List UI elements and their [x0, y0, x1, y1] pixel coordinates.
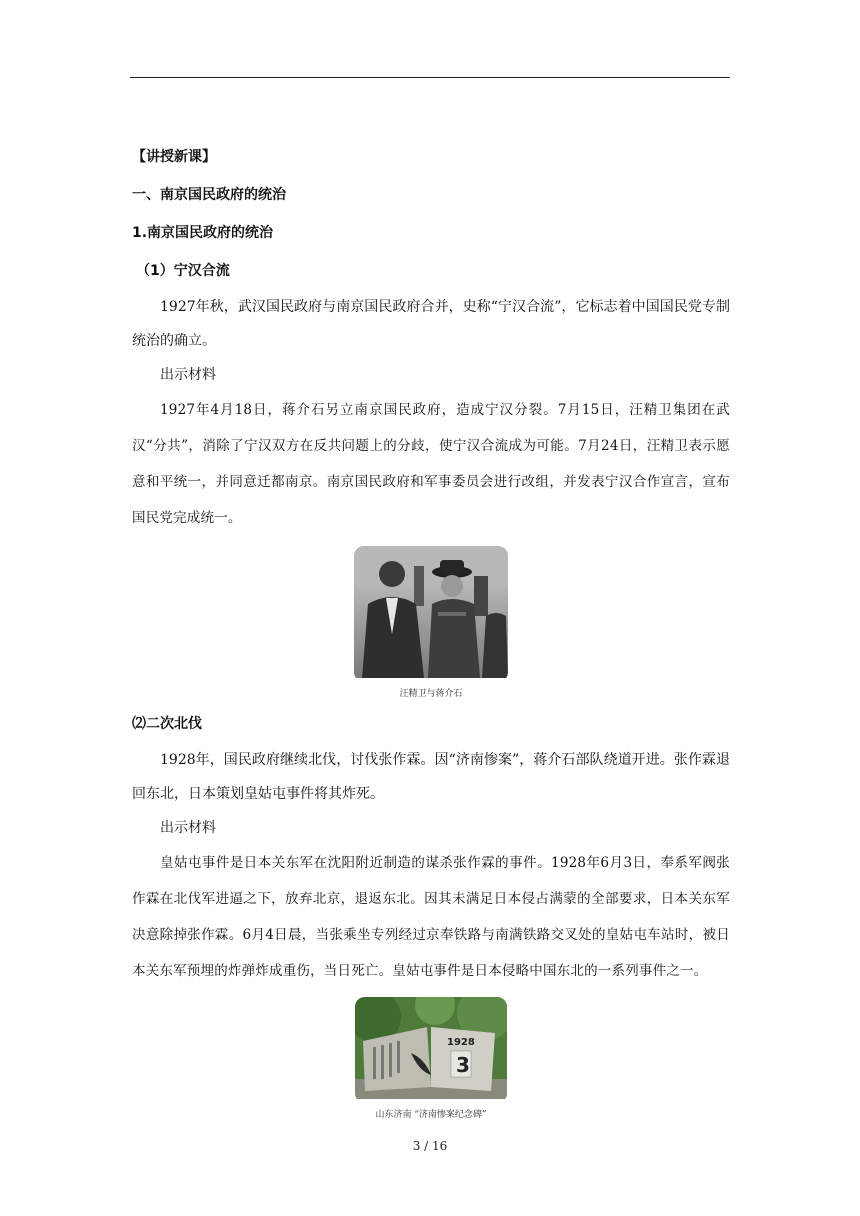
- page-content: [132, 138, 730, 1120]
- part1-title-row: [132, 252, 730, 290]
- figure1-photo: [354, 546, 508, 682]
- monument-day: 3: [456, 1053, 470, 1077]
- section1-title-row: [132, 176, 730, 214]
- part2-text: 1928年，国民政府继续北伐，讨伐张作霖。因“济南惨案”，蒋介石部队绕道开进。张作霖退回东北，日本策划皇姑屯事件将其炸死。: [132, 752, 730, 802]
- part2-material-label: 出示材料: [160, 820, 216, 836]
- lesson-heading-row: [132, 138, 730, 176]
- wang-jiang-photo: [354, 546, 508, 678]
- part2-material-text: 皇姑屯事件是日本关东军在沈阳附近制造的谋杀张作霖的事件。1928年6月3日，奉系军阀张作霖在北伐军进逼之下，放弃北京，退返东北。因其未满足日本侵占满蒙的全部要求，日本关东军决意除掉张作霖。6月4日晨，当张乘坐专列经过京奉铁路与南满铁路交叉处的皇姑屯车站时，被日本关东军预埋的炸弹炸成重伤，当日死亡。皇姑屯事件是日本侵略中国东北的一系列事件之一。: [132, 855, 730, 979]
- header-rule: [130, 77, 730, 78]
- subsection1-title-row: [132, 214, 730, 252]
- part1-material-text: 1927年4月18日，蒋介石另立南京国民政府，造成宁汉分裂。7月15日，汪精卫集团在武汉“分共”，消除了宁汉双方在反共问题上的分歧，使宁汉合流成为可能。7月24日，汪精卫表示愿意和平统一，并同意迁都南京。南京国民政府和军事委员会进行改组，并发表宁汉合作宣言，宣布国民党完成统一。: [132, 402, 730, 526]
- figure2: [132, 997, 730, 1120]
- part2-title: ⑵二次北伐: [132, 716, 202, 732]
- monument-year: 1928: [447, 1037, 475, 1048]
- part1-material-label: 出示材料: [160, 367, 216, 383]
- page-number: 3 / 16: [412, 1139, 448, 1153]
- lesson-heading: 【讲授新课】: [132, 149, 216, 165]
- figure1-caption: 汪精卫与蒋介石: [399, 689, 463, 699]
- part2-title-row: [132, 705, 730, 743]
- part1-text: 1927年秋，武汉国民政府与南京国民政府合并，史称“宁汉合流”，它标志着中国国民党专制统治的确立。: [132, 299, 730, 349]
- figure1: [132, 546, 730, 699]
- figure2-caption: 山东济南 “济南惨案纪念碑”: [375, 1110, 487, 1120]
- part1-title: （1）宁汉合流: [136, 263, 230, 279]
- subsection1-title: 1.南京国民政府的统治: [132, 225, 274, 241]
- figure2-photo: [355, 997, 507, 1103]
- section1-title: 一、南京国民政府的统治: [132, 187, 286, 203]
- jinan-monument-photo: [355, 997, 507, 1099]
